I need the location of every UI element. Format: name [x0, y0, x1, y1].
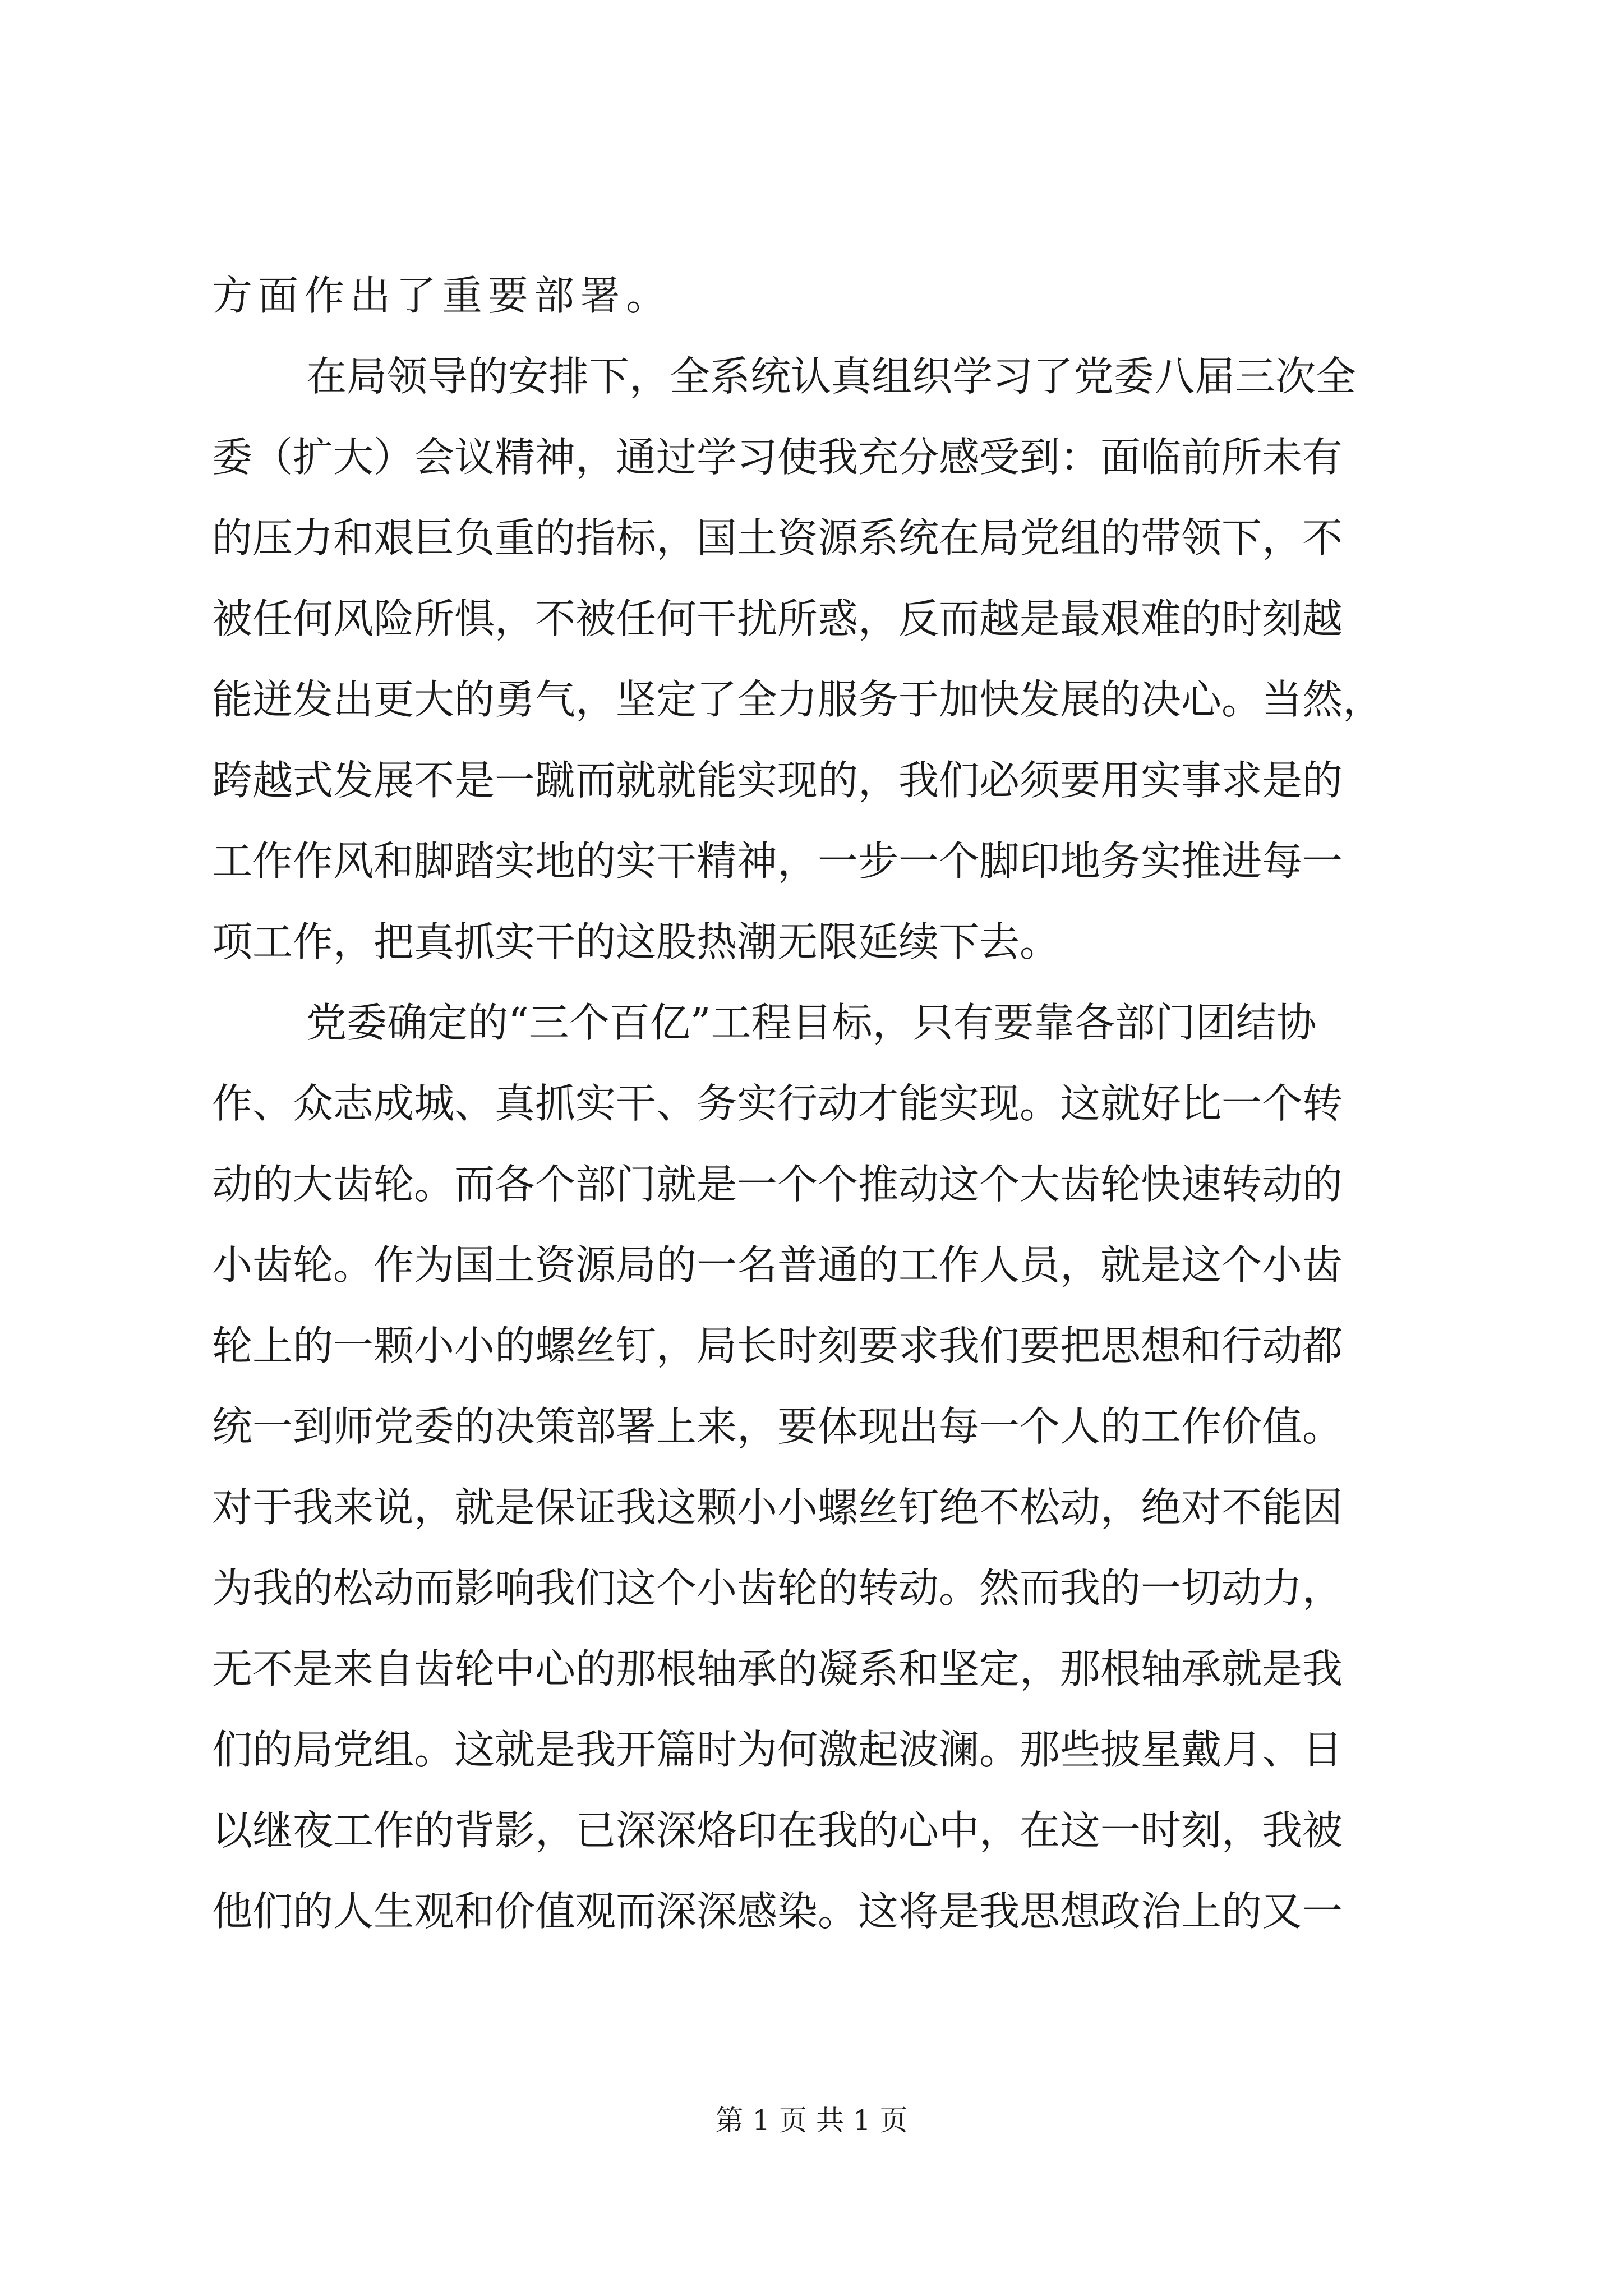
text-line: 委（扩大）会议精神，通过学习使我充分感受到：面临前所未有 [212, 434, 1343, 481]
text-line: 项工作，把真抓实干的这股热潮无限延续下去。 [212, 918, 1061, 965]
text-line: 的压力和艰巨负重的指标，国土资源系统在局党组的带领下，不 [212, 514, 1343, 562]
text-line: 工作作风和脚踏实地的实干精神，一步一个脚印地务实推进每一 [212, 838, 1343, 885]
paragraph-first-line: 党委确定的“三个百亿”工程目标，只有要靠各部门团结协 [306, 999, 1317, 1046]
text-line: 无不是来自齿轮中心的那根轴承的凝系和坚定，那根轴承就是我 [212, 1645, 1343, 1692]
text-line: 被任何风险所惧，不被任何干扰所惑，反而越是最艰难的时刻越 [212, 595, 1343, 642]
text-line: 方面作出了重要部署。 [212, 272, 672, 319]
text-line: 统一到师党委的决策部署上来，要体现出每一个人的工作价值。 [212, 1403, 1343, 1450]
text-line: 轮上的一颗小小的螺丝钉，局长时刻要求我们要把思想和行动都 [212, 1322, 1343, 1369]
text-line: 他们的人生观和价值观而深深感染。这将是我思想政治上的又一 [212, 1888, 1343, 1935]
paragraph-first-line: 在局领导的安排下，全系统认真组织学习了党委八届三次全 [306, 353, 1357, 400]
text-line: 为我的松动而影响我们这个小齿轮的转动。然而我的一切动力， [212, 1565, 1343, 1612]
text-line: 对于我来说，就是保证我这颗小小螺丝钉绝不松动，绝对不能因 [212, 1484, 1343, 1531]
text-line: 以继夜工作的背影，已深深烙印在我的心中，在这一时刻，我被 [212, 1807, 1343, 1854]
text-line: 小齿轮。作为国土资源局的一名普通的工作人员，就是这个小齿 [212, 1241, 1343, 1289]
text-line: 动的大齿轮。而各个部门就是一个个推动这个大齿轮快速转动的 [212, 1161, 1343, 1208]
text-line: 作、众志成城、真抓实干、务实行动才能实现。这就好比一个转 [212, 1080, 1343, 1127]
document-body [212, 255, 1418, 1952]
text-line: 能迸发出更大的勇气，坚定了全力服务于加快发展的决心。当然， [212, 676, 1384, 723]
text-line: 跨越式发展不是一蹴而就就能实现的，我们必须要用实事求是的 [212, 757, 1343, 804]
page-footer: 第 1 页 共 1 页 [715, 2104, 908, 2137]
text-line: 们的局党组。这就是我开篇时为何激起波澜。那些披星戴月、日 [212, 1726, 1343, 1773]
